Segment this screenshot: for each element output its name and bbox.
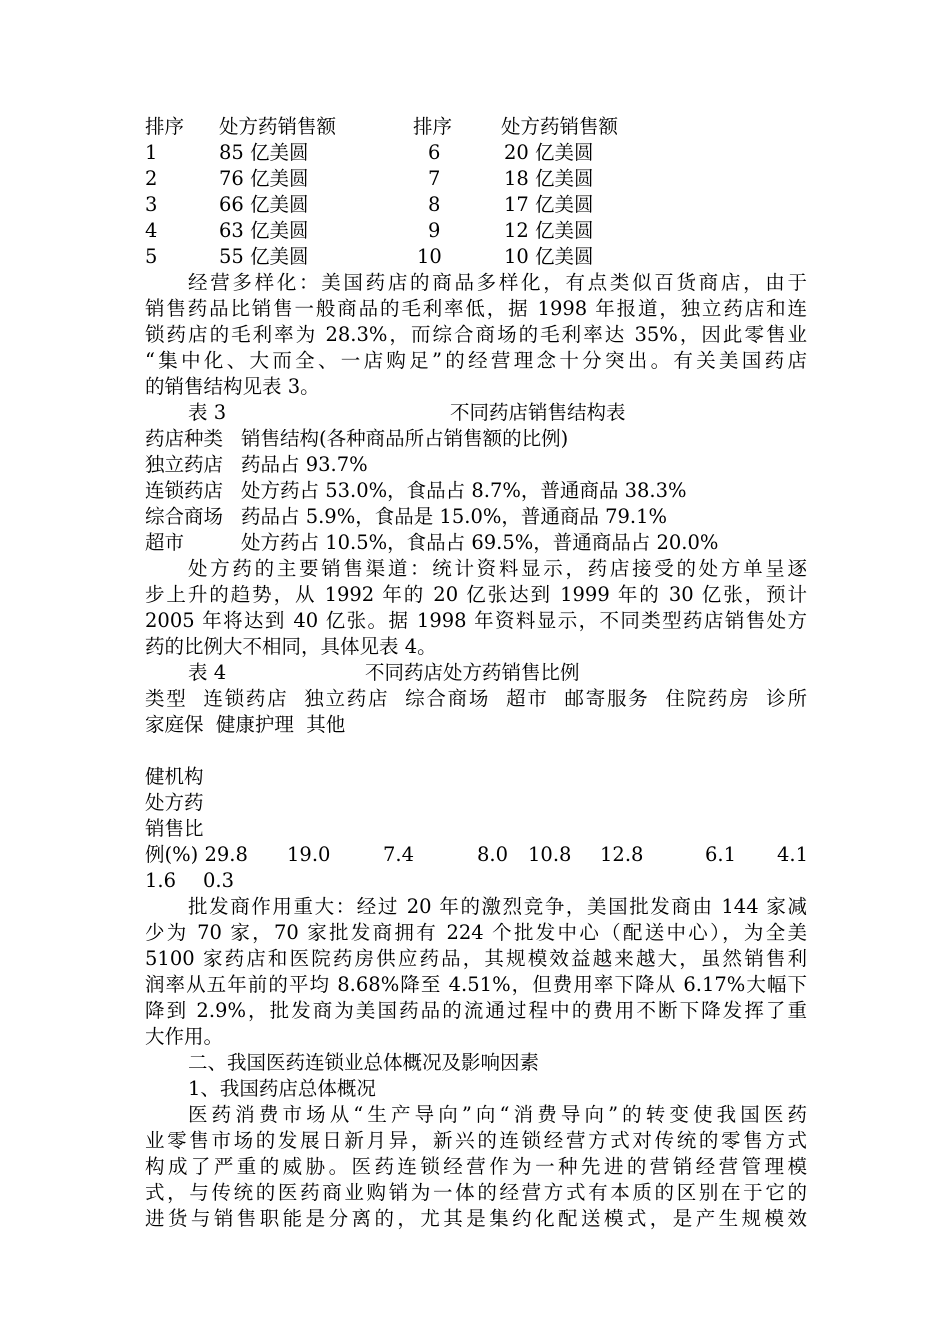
table-cell: 7 <box>428 167 441 190</box>
table-cell: 10 <box>417 245 442 268</box>
table-cell: 连锁药店 <box>145 479 224 502</box>
paragraph-line: 润率从五年前的平均 8.68%降至 4.51%，但费用率下降从 6.17%大幅下 <box>145 973 807 996</box>
table-cell: 8 <box>428 193 441 216</box>
table-row <box>145 244 807 270</box>
paragraph-line: 医药消费市场从“生产导向”向“消费导向”的转变使我国医药 <box>188 1103 807 1126</box>
paragraph-line: 式，与传统的医药商业购销为一体的经营方式有本质的区别在于它的 <box>145 1181 807 1204</box>
table-4 <box>145 660 807 894</box>
paragraph-line: 销售药品比销售一般商品的毛利率低，据 1998 年报道，独立药店和连 <box>145 297 807 320</box>
table-cell: 7.4 <box>383 843 415 866</box>
table-cell: 8.0 <box>477 843 509 866</box>
table-row <box>145 504 807 530</box>
table-cell: 药品占 5.9%，食品是 15.0%，普通商品 79.1% <box>241 505 668 528</box>
table-header-cell: 排序 <box>413 115 453 138</box>
table-cell: 1.6 <box>145 869 177 892</box>
row-label-line: 销售比 <box>145 817 204 840</box>
table-row <box>145 218 807 244</box>
row-label-line: 健机构 <box>145 765 204 788</box>
table-row <box>145 166 807 192</box>
table-cell: 6 <box>428 141 441 164</box>
table-cell: 5 <box>145 245 158 268</box>
paragraph-line: 降到 2.9%，批发商为美国药品的流通过程中的费用不断下降发挥了重 <box>145 999 807 1022</box>
table-cell: 4 <box>145 219 158 242</box>
table-label: 表 3 <box>188 401 227 424</box>
table-cell: 1 <box>145 141 158 164</box>
table-title: 不同药店处方药销售比例 <box>365 661 580 684</box>
table-cell: 独立药店 <box>145 453 224 476</box>
table-cell: 17 亿美圆 <box>504 193 594 216</box>
table-row <box>145 530 807 556</box>
paragraph-wholesalers <box>145 894 807 1050</box>
table-cell: 0.3 <box>203 869 235 892</box>
table-cell: 超市 <box>145 531 185 554</box>
table-row <box>145 452 807 478</box>
table-cell: 处方药占 10.5%，食品占 69.5%，普通商品占 20.0% <box>241 531 719 554</box>
table-header-cell: 销售结构(各种商品所占销售额的比例) <box>241 427 569 450</box>
table-caption <box>145 660 807 686</box>
table-cell: 85 亿美圆 <box>219 141 309 164</box>
table-3 <box>145 400 807 556</box>
table-header <box>145 426 807 452</box>
table-cell: 10.8 <box>528 843 572 866</box>
table-cell: 2 <box>145 167 158 190</box>
paragraph-sales-channels <box>145 556 807 660</box>
paragraph-line: 构成了严重的威胁。医药连锁经营作为一种先进的营销经营管理模 <box>145 1155 807 1178</box>
table-cell: 12.8 <box>600 843 644 866</box>
table-2 <box>145 114 807 270</box>
table-cell: 76 亿美圆 <box>219 167 309 190</box>
section-heading: 二、我国医药连锁业总体概况及影响因素 <box>188 1051 540 1074</box>
document-page <box>145 114 807 1232</box>
paragraph-china-pharmacies <box>145 1102 807 1232</box>
paragraph-line: 批发商作用重大：经过 20 年的激烈竞争，美国批发商由 144 家减 <box>188 895 807 918</box>
paragraph-line: 锁药店的毛利率为 28.3%，而综合商场的毛利率达 35%，因此零售业 <box>145 323 807 346</box>
paragraph-line: 大作用。 <box>145 1025 224 1048</box>
table-cell: 10 亿美圆 <box>504 245 594 268</box>
table-row <box>145 192 807 218</box>
paragraph-diversified-operations <box>145 270 807 400</box>
table-label: 表 4 <box>188 661 227 684</box>
table-header-cell: 药店种类 <box>145 427 224 450</box>
table-cell: 12 亿美圆 <box>504 219 594 242</box>
table-header-cell: 处方药销售额 <box>219 115 337 138</box>
paragraph-line: 进货与销售职能是分离的，尤其是集约化配送模式，是产生规模效 <box>145 1207 807 1230</box>
table-cell: 例(%) 29.8 <box>145 843 248 866</box>
paragraph-line: 处方药的主要销售渠道：统计资料显示，药店接受的处方单呈逐 <box>188 557 807 580</box>
table-cell: 9 <box>428 219 441 242</box>
table-cell: 19.0 <box>287 843 331 866</box>
table-cell: 18 亿美圆 <box>504 167 594 190</box>
table-title: 不同药店销售结构表 <box>450 401 626 424</box>
paragraph-line: 经营多样化：美国药店的商品多样化，有点类似百货商店，由于 <box>188 271 807 294</box>
table-cell: 3 <box>145 193 158 216</box>
table-header: 类型 连锁药店 独立药店 综合商场 超市 邮寄服务 住院药房 诊所 <box>145 687 807 710</box>
table-row <box>145 478 807 504</box>
table-cell: 4.1 <box>777 843 809 866</box>
table-row <box>145 842 807 868</box>
paragraph-line: “集中化、大而全、一店购足”的经营理念十分突出。有关美国药店 <box>145 349 807 372</box>
paragraph-line: 2005 年将达到 40 亿张。据 1998 年资料显示，不同类型药店销售处方 <box>145 609 807 632</box>
table-cell: 55 亿美圆 <box>219 245 309 268</box>
table-header-cell: 排序 <box>145 115 185 138</box>
table-row <box>145 140 807 166</box>
paragraph-line: 少为 70 家，70 家批发商拥有 224 个批发中心（配送中心），为全美 <box>145 921 807 944</box>
paragraph-line: 5100 家药店和医院药房供应药品，其规模效益越来越大，虽然销售利 <box>145 947 807 970</box>
table-cell: 6.1 <box>705 843 737 866</box>
row-label-line: 处方药 <box>145 791 204 814</box>
table-header <box>145 114 807 140</box>
table-cell: 66 亿美圆 <box>219 193 309 216</box>
table-cell: 20 亿美圆 <box>504 141 594 164</box>
table-cell: 63 亿美圆 <box>219 219 309 242</box>
table-row <box>145 868 807 894</box>
table-header: 家庭保 健康护理 其他 <box>145 713 346 736</box>
table-caption <box>145 400 807 426</box>
table-cell: 药品占 93.7% <box>241 453 368 476</box>
paragraph-line: 业零售市场的发展日新月异，新兴的连锁经营方式对传统的零售方式 <box>145 1129 807 1152</box>
table-cell: 处方药占 53.0%，食品占 8.7%，普通商品 38.3% <box>241 479 687 502</box>
paragraph-line: 步上升的趋势，从 1992 年的 20 亿张达到 1999 年的 30 亿张，预计 <box>145 583 807 606</box>
table-header-cell: 处方药销售额 <box>501 115 619 138</box>
paragraph-line: 药的比例大不相同，具体见表 4。 <box>145 635 437 658</box>
paragraph-line: 的销售结构见表 3。 <box>145 375 320 398</box>
table-cell: 综合商场 <box>145 505 224 528</box>
subsection-heading: 1、我国药店总体概况 <box>188 1077 376 1100</box>
